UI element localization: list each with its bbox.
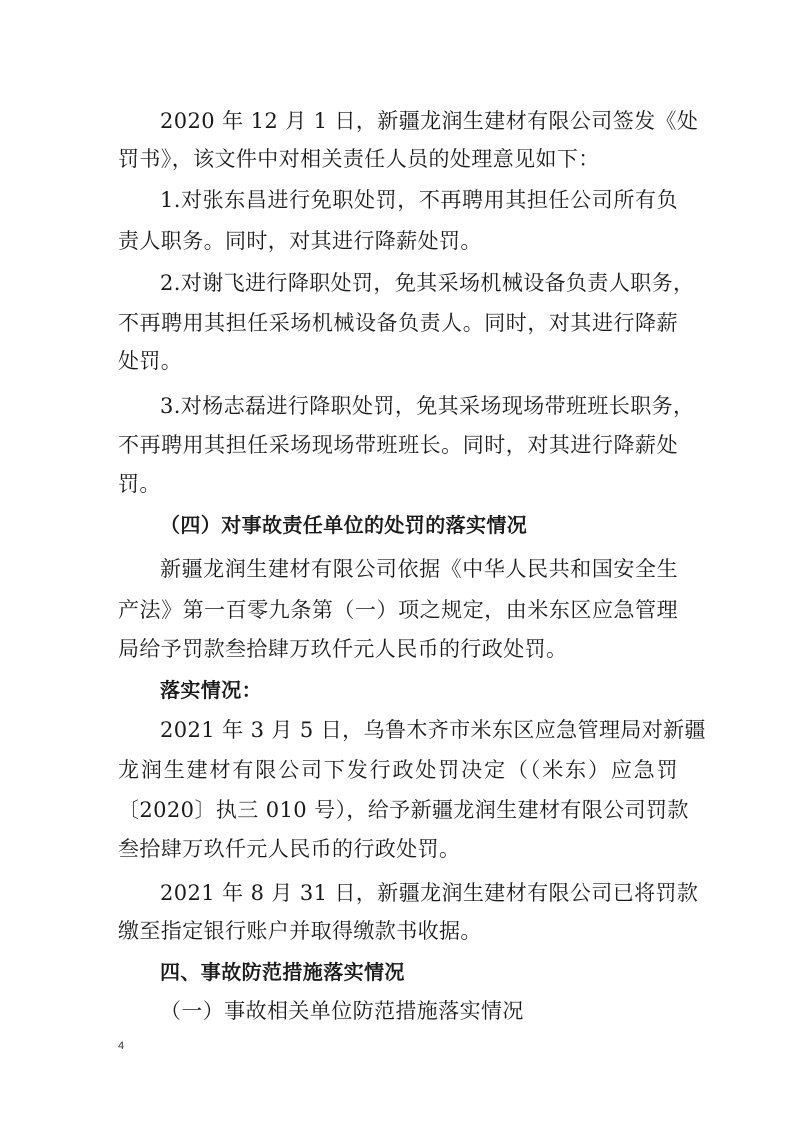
section-heading: 四、事故防范措施落实情况 xyxy=(160,960,405,984)
paragraph-line: 不再聘用其担任采场机械设备负责人。同时，对其进行降薪 xyxy=(118,311,678,335)
paragraph-line: 叁拾肆万玖仟元人民币的行政处罚。 xyxy=(118,837,461,861)
paragraph-line: 罚。 xyxy=(118,472,161,496)
section-heading: （四）对事故责任单位的处罚的落实情况 xyxy=(160,513,528,537)
subsection-heading: （一）事故相关单位防范措施落实情况 xyxy=(160,999,524,1023)
paragraph-line: 局给予罚款叁拾肆万玖仟元人民币的行政处罚。 xyxy=(118,637,568,661)
paragraph-line: 2021 年 8 月 31 日，新疆龙润生建材有限公司已将罚款 xyxy=(160,881,699,905)
paragraph-line: 龙润生建材有限公司下发行政处罚决定（（米东）应急罚 xyxy=(118,758,678,782)
paragraph-line: 责人职务。同时，对其进行降薪处罚。 xyxy=(118,229,482,253)
paragraph-line: 2020 年 12 月 1 日，新疆龙润生建材有限公司签发《处 xyxy=(160,109,699,133)
paragraph-line: 2.对谢飞进行降职处罚，免其采场机械设备负责人职务， xyxy=(160,271,695,295)
paragraph-line: 不再聘用其担任采场现场带班班长。同时，对其进行降薪处 xyxy=(118,433,678,457)
page-number: 4 xyxy=(118,1040,125,1052)
paragraph-line: 1.对张东昌进行免职处罚，不再聘用其担任公司所有负 xyxy=(160,188,678,212)
subheading: 落实情况： xyxy=(160,678,262,702)
paragraph-line: 3.对杨志磊进行降职处罚，免其采场现场带班班长职务， xyxy=(160,394,695,418)
paragraph-line: 新疆龙润生建材有限公司依据《中华人民共和国安全生 xyxy=(160,557,678,581)
paragraph-line: 产法》第一百零九条第（一）项之规定，由米东区应急管理 xyxy=(118,598,678,622)
paragraph-line: 罚书》，该文件中对相关责任人员的处理意见如下： xyxy=(118,147,600,171)
paragraph-line: 2021 年 3 月 5 日，乌鲁木齐市米东区应急管理局对新疆 xyxy=(160,718,706,742)
paragraph-line: 〔2020〕执三 010 号），给予新疆龙润生建材有限公司罚款 xyxy=(118,798,689,822)
paragraph-line: 缴至指定银行账户并取得缴款书收据。 xyxy=(118,919,482,943)
paragraph-line: 处罚。 xyxy=(118,349,183,373)
